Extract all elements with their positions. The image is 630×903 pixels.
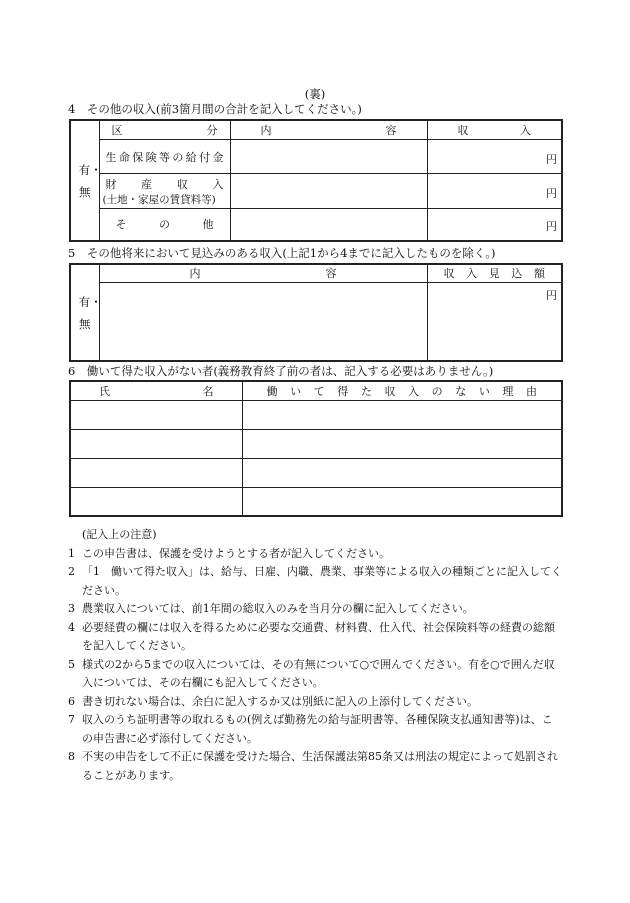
reason-cell[interactable] [242, 487, 562, 516]
header-name: 氏 名 [99, 384, 214, 398]
row-label-insurance: 生命保険等の給付金 [105, 150, 224, 164]
page-title: (裏) [304, 87, 326, 101]
section4-table [69, 119, 563, 242]
yen-label: 円 [546, 288, 557, 302]
note-item: 2 「1 働いて得た収入」は、給与、日雇、内職、農業、事業等による収入の種類ごとに記入してください。 [68, 565, 562, 597]
content-cell-insurance[interactable] [230, 139, 427, 174]
content-cell-other[interactable] [230, 208, 427, 241]
yen-label: 円 [546, 152, 557, 166]
yen-label: 円 [546, 220, 557, 234]
note-item: 7 収入のうち証明書等の取れるもの(例えば勤務先の給与証明書等、各種保険支払通知書等)は、この申告書に必ず添付してください。 [68, 713, 553, 745]
reason-cell[interactable] [242, 429, 562, 458]
header-content: 内 容 [189, 267, 337, 281]
yen-label: 円 [546, 187, 557, 201]
name-cell[interactable] [70, 400, 242, 429]
section6-table [69, 380, 563, 517]
yes-no-cell[interactable] [70, 264, 102, 361]
header-income: 収 入 [457, 123, 531, 137]
row-label-other: そ の 他 [115, 218, 214, 232]
header-category: 区 分 [111, 123, 218, 137]
name-cell[interactable] [70, 487, 242, 516]
row-label-property: 財 産 収 入 [105, 177, 224, 191]
name-cell[interactable] [70, 429, 242, 458]
reason-cell[interactable] [242, 458, 562, 487]
note-item: 6 書き切れない場合は、余白に記入するか又は別紙に記入の上添付してください。 [68, 694, 478, 708]
yes-no-marker: 有・無 [78, 162, 102, 199]
header-expected: 収入見込額 [443, 267, 545, 281]
note-item: 1 この申告書は、保護を受けようとする者が記入してください。 [68, 546, 390, 560]
section6-heading: 6 働いて得た収入がない者(義務教育終了前の者は、記入する必要はありません。) [68, 364, 494, 378]
expected-cell[interactable] [427, 282, 562, 361]
content-cell-future[interactable] [99, 282, 427, 361]
section5-table [69, 263, 563, 362]
row-sublabel-property: (土地・家屋の賃貸料等) [102, 193, 216, 206]
note-item: 4 必要経費の欄には収入を得るために必要な交通費、材料費、仕入代、社会保険料等の経費の総額を記入してください。 [68, 620, 555, 652]
reason-cell[interactable] [242, 400, 562, 429]
yes-no-marker: 有・無 [78, 294, 102, 331]
note-item: 8 不実の申告をして不正に保護を受けた場合、生活保護法第85条又は刑法の規定によって処罰されることがあります。 [68, 750, 558, 782]
section4-heading: 4 その他の収入(前3箇月間の合計を記入してください。) [68, 102, 362, 116]
income-cell-property[interactable] [427, 174, 562, 209]
header-reason: 働いて得た収入のない理由 [266, 384, 537, 398]
name-cell[interactable] [70, 458, 242, 487]
note-item: 5 様式の2から5までの収入については、その有無について○で囲んでください。有を○で囲んだ収入については、その右欄にも記入してください。 [68, 657, 555, 689]
section5-heading: 5 その他将来において見込みのある収入(上記1から4までに記入したものを除く。) [68, 246, 496, 260]
notes-section [68, 526, 563, 785]
content-cell-property[interactable] [230, 174, 427, 209]
notes-title: (記入上の注意) [82, 528, 157, 541]
header-content: 内 容 [260, 123, 397, 137]
income-cell-other[interactable] [427, 208, 562, 241]
yes-no-cell[interactable] [70, 120, 102, 241]
note-item: 3 農業収入については、前1年間の総収入のみを当月分の欄に記入してください。 [68, 602, 474, 615]
income-cell-insurance[interactable] [427, 139, 562, 174]
